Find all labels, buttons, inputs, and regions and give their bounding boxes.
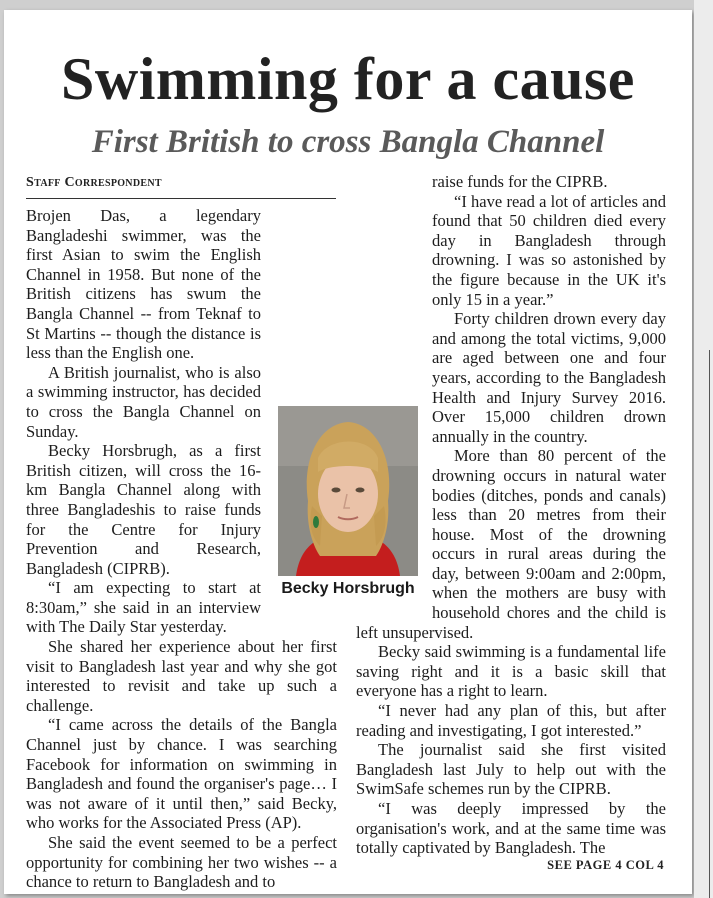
paragraph: Forty children drown every day and among the total victims, 9,000 are aged between one and four years, according to the Bangladesh Health and Injury Survey 2016. Over 15,000 children drown annually in the country.	[432, 309, 666, 446]
paragraph: Becky Horsbrugh, as a first British citizen, will cross the 16-km Bangla Channel along with three Bangladeshis to raise funds for the Centre for Injury Prevention and Research, Bangladesh (CIPRB).	[26, 441, 261, 578]
paragraph: “I was deeply impressed by the organisation's work, and at the same time was totally captivated by Bangladesh. The	[356, 799, 666, 858]
paragraph: Brojen Das, a legendary Bangladeshi swimmer, was the first Asian to swim the English Channel in 1958. But none of the British citizens has swum the Bangla Channel -- from Teknaf to St Martins -- though the distance is less than the English one.	[26, 206, 261, 363]
paragraph: A British journalist, who is also a swimming instructor, has decided to cross the Bangla Channel on Sunday.	[26, 362, 261, 441]
paragraph: Becky said swimming is a fundamental life saving right and it is a basic skill that everyone has a right to learn.	[356, 642, 666, 701]
adjacent-page-edge	[694, 0, 713, 898]
paragraph: “I never had any plan of this, but after reading and investigating, I got interested.”	[356, 701, 666, 740]
newspaper-clipping	[4, 10, 692, 894]
continuation-note: SEE PAGE 4 COL 4	[547, 858, 664, 872]
byline: Staff Correspondent	[26, 174, 336, 199]
paragraph: The journalist said she first visited Bangladesh last July to help out with the SwimSafe schemes run by the CIPRB.	[356, 740, 666, 799]
subheadline: First British to cross Bangla Channel	[91, 124, 605, 160]
paragraph: “I came across the details of the Bangla Channel just by chance. I was searching Facebook for information on swimming in Bangladesh and found the organiser's page… I was not aware of it until then,” said Becky, who works for the Associated Press (AP).	[26, 715, 337, 833]
paragraph: She shared her experience about her first visit to Bangladesh last year and why she got interested to revisit and take up such a challenge.	[26, 637, 337, 715]
column-rule	[709, 350, 710, 898]
headline: Swimming for a cause	[61, 46, 635, 112]
portrait-photo	[278, 406, 418, 576]
photo-caption: Becky Horsbrugh	[281, 580, 415, 597]
paragraph: More than 80 percent of the drowning occurs in natural water bodies (ditches, ponds and canals) less than 20 metres from their house. Most of the drowning occurs in rural areas during the day, between 9:00am and 2:00pm, when the mothers are busy with household chores and the child is left unsupervised.	[356, 446, 666, 642]
paragraph: raise funds for the CIPRB.	[432, 172, 608, 191]
paragraph: “I have read a lot of articles and found that 50 children died every day in Bangladesh through drowning. I was so astonished by the figure because in the UK it's only 15 in a year.”	[432, 191, 666, 309]
portrait-illustration	[278, 406, 418, 576]
paragraph: “I am expecting to start at 8:30am,” she said in an interview with The Daily Star yesterday.	[26, 578, 261, 637]
paragraph: She said the event seemed to be a perfect opportunity for combining her two wishes -- a chance to return to Bangladesh and to	[26, 833, 337, 892]
